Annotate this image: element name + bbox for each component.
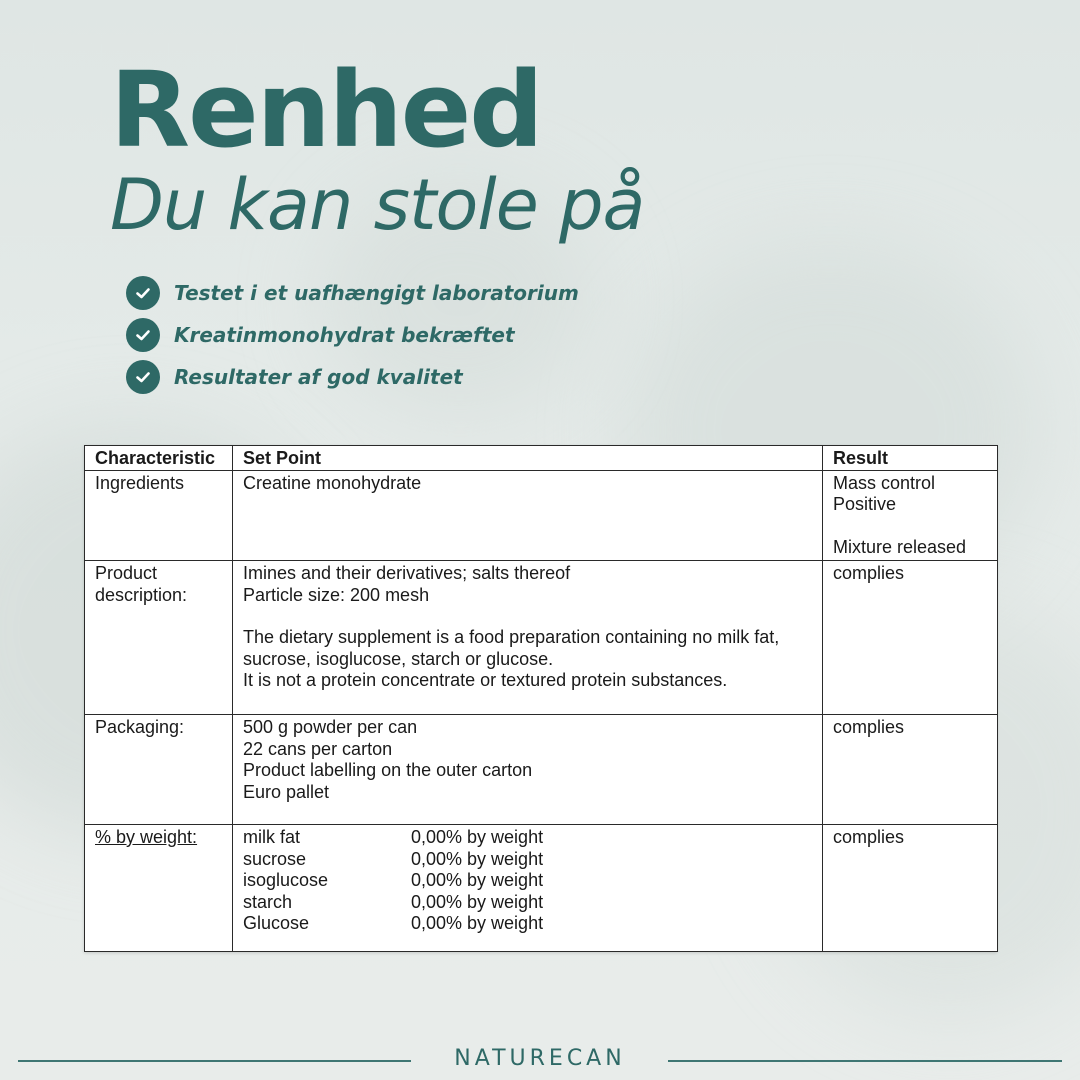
brand-logo: NATURECAN bbox=[454, 1046, 626, 1071]
check-circle-icon bbox=[126, 276, 160, 310]
row-label: Ingredients bbox=[85, 470, 233, 561]
table-row bbox=[85, 825, 998, 952]
spec-table bbox=[84, 445, 998, 952]
set-point-cell bbox=[233, 825, 823, 952]
footer bbox=[0, 1040, 1080, 1080]
column-header: Set Point bbox=[233, 446, 823, 471]
table-header-row bbox=[85, 446, 998, 471]
weight-item: sucrose 0,00% by weight bbox=[243, 848, 544, 869]
column-header: Characteristic bbox=[85, 446, 233, 471]
weight-item: starch 0,00% by weight bbox=[243, 891, 544, 912]
result-line: Mass control bbox=[833, 472, 936, 493]
result-cell: complies bbox=[823, 825, 998, 952]
table-row bbox=[85, 715, 998, 825]
checklist-text: Resultater af god kvalitet bbox=[174, 365, 463, 389]
divider bbox=[668, 1060, 1062, 1062]
check-circle-icon bbox=[126, 318, 160, 352]
checklist-text: Kreatinmonohydrat bekræftet bbox=[174, 323, 515, 347]
column-header: Result bbox=[823, 446, 998, 471]
checklist bbox=[126, 272, 579, 398]
checklist-item bbox=[126, 314, 579, 356]
weight-item: isoglucose 0,00% by weight bbox=[243, 870, 544, 890]
result-cell: complies bbox=[823, 715, 998, 825]
weight-item: milk fat 0,00% by weight bbox=[243, 827, 544, 847]
page-title: Renhed bbox=[110, 49, 542, 171]
result-cell: complies bbox=[823, 561, 998, 715]
table-row bbox=[85, 561, 998, 715]
checklist-item bbox=[126, 272, 579, 314]
checklist-item bbox=[126, 356, 579, 398]
result-line: Positive bbox=[833, 494, 897, 514]
spec-document bbox=[84, 445, 997, 952]
set-point-cell: Creatine monohydrate bbox=[233, 470, 823, 561]
headline bbox=[110, 49, 645, 246]
weight-item: Glucose 0,00% by weight bbox=[243, 913, 544, 933]
set-point-cell: 500 g powder per can 22 cans per carton Product labelling on the outer carton Euro pallet bbox=[233, 715, 823, 825]
table-row bbox=[85, 470, 998, 561]
row-label: Product description: bbox=[85, 561, 233, 715]
set-point-cell: Imines and their derivatives; salts thereof Particle size: 200 mesh The dietary supplement is a food preparation containing no milk fat, sucrose, isoglucose, starch or glucose. It is not a protein concentrate or textured protein substances. bbox=[233, 561, 823, 715]
row-label: % by weight: bbox=[85, 825, 233, 952]
result-line: Mixture released bbox=[833, 536, 967, 557]
page-subtitle: Du kan stole på bbox=[110, 164, 645, 246]
row-label: Packaging: bbox=[85, 715, 233, 825]
check-circle-icon bbox=[126, 360, 160, 394]
checklist-text: Testet i et uafhængigt laboratorium bbox=[174, 281, 579, 305]
result-cell bbox=[823, 470, 998, 561]
